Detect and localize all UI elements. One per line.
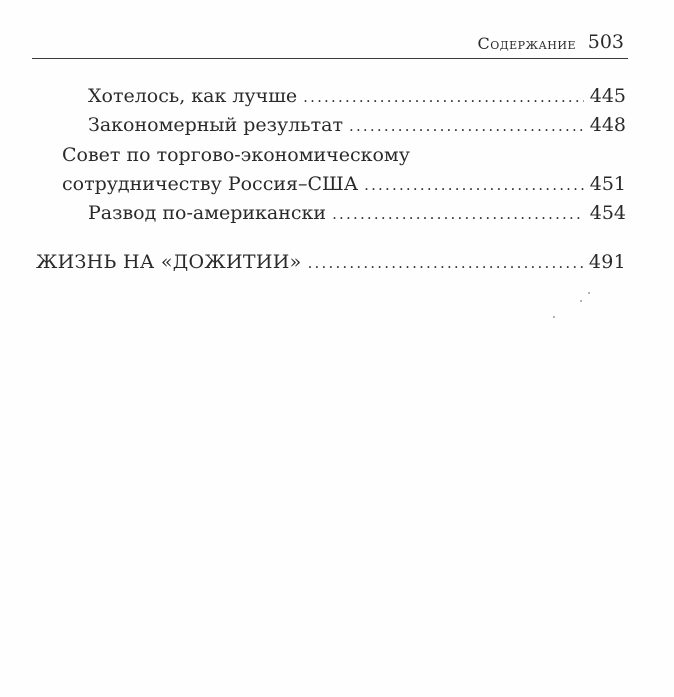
toc-entry-title: сотрудничеству Россия–США	[62, 173, 359, 195]
toc-chapter-title: ЖИЗНЬ НА «ДОЖИТИИ»	[36, 251, 302, 273]
toc-entry-khotelos	[88, 82, 626, 110]
toc-entry-sovet-line1: Совет по торгово-экономическому	[62, 144, 410, 166]
toc-entry-page: 454	[589, 202, 626, 224]
paper-speck	[588, 292, 590, 294]
toc-entry-title: Закономерный результат	[88, 114, 343, 136]
toc-entry-sovet	[62, 170, 626, 198]
dot-leader	[349, 112, 584, 140]
toc-entry-title: Хотелось, как лучше	[88, 85, 298, 107]
toc-entry-page: 445	[589, 85, 626, 107]
toc-entry-zakonomerny	[88, 111, 626, 139]
dot-leader	[308, 249, 583, 277]
toc-chapter-zhizn	[36, 248, 626, 276]
running-header	[32, 28, 628, 59]
paper-speck	[553, 316, 555, 318]
paper-speck	[580, 300, 582, 302]
toc-entry-page: 448	[589, 114, 626, 136]
toc-entry-page: 451	[589, 173, 626, 195]
dot-leader	[332, 200, 584, 228]
toc-entry-razvod	[88, 199, 626, 227]
page-number: 503	[587, 31, 624, 53]
toc-chapter-page: 491	[588, 251, 626, 273]
dot-leader	[364, 171, 584, 199]
toc-entry-title: Развод по-американски	[88, 202, 327, 224]
running-title: Содержание	[477, 34, 576, 53]
dot-leader	[303, 83, 584, 111]
